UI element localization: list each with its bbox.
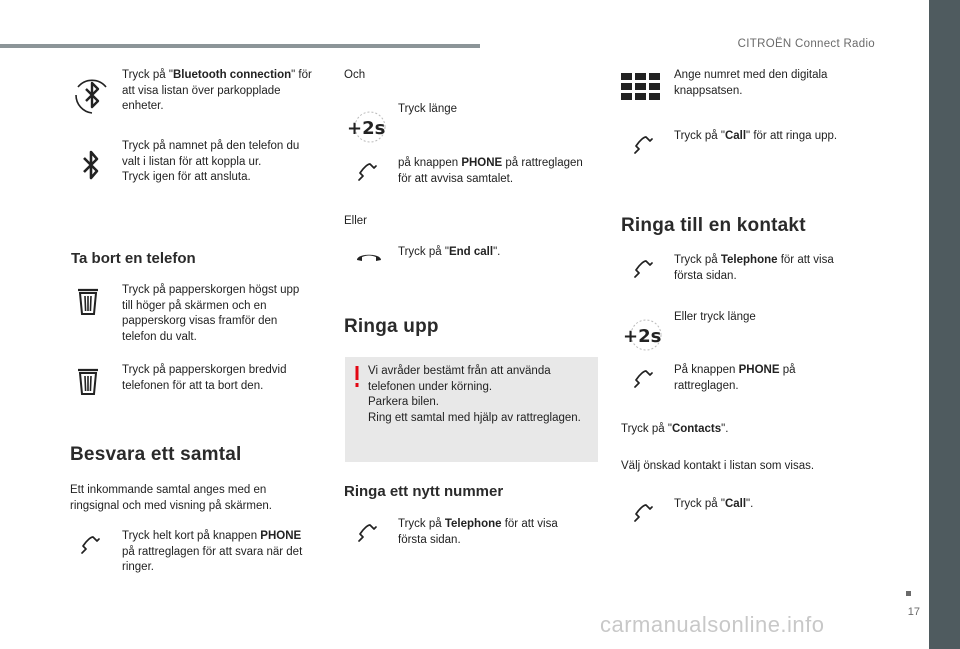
och-label: Och (344, 69, 366, 81)
call-heading: Ringa upp (344, 316, 439, 337)
continue-marker (906, 591, 911, 596)
or-long-press-text: Eller tryck länge (674, 311, 756, 323)
phone-handset-icon (631, 133, 655, 157)
hang-up-icon (355, 250, 383, 264)
page-number: 17 (907, 606, 920, 618)
warning-text: Vi avråder bestämt från att använda telefonen under körning. Parkera bilen. Ring ett samtal med hjälp av rattreglagen. (368, 365, 581, 424)
new-number-step: Tryck på Telephone för att visa första sidan. (398, 518, 558, 546)
contact-heading: Ringa till en kontakt (621, 215, 806, 236)
header-rule (0, 44, 480, 48)
exclamation-icon (353, 366, 361, 388)
choose-contact-text: Välj önskad kontakt i listan som visas. (621, 460, 815, 472)
keypad-step: Ange numret med den digitala knappsatsen. (674, 69, 828, 97)
remove-step-1: Tryck på papperskorgen högst upp till höger på skärmen och en papperskorg visas framför den telefon du valt. (122, 284, 300, 343)
answer-step: Tryck helt kort på knappen PHONE på rattreglagen för att svara när det ringer. (122, 530, 303, 573)
bluetooth-touch-icon (72, 73, 112, 117)
phone-handset-icon (631, 501, 655, 525)
svg-text:+2s: +2s (623, 326, 662, 347)
bluetooth-icon (80, 148, 102, 184)
bt-select-text: Tryck på namnet på den telefon du valt i listan för att koppla ur. Tryck igen för att ansluta. (122, 140, 300, 183)
reject-call-text: på knappen PHONE på rattreglagen för att avvisa samtalet. (398, 157, 583, 185)
trash-icon (76, 367, 100, 397)
phone-handset-icon (631, 367, 655, 391)
brand-title: CITROËN Connect Radio (737, 38, 875, 50)
contacts-step: Tryck på "Contacts". (621, 423, 729, 435)
bt-connection-text: Tryck på "Bluetooth connection" för att visa listan över parkopplade enheter. (122, 69, 312, 112)
phone-handset-icon (355, 521, 379, 545)
remove-step-2: Tryck på papperskorgen bredvid telefonen för att ta bort den. (122, 364, 287, 392)
long-press-text: Tryck länge (398, 103, 458, 115)
phone-handset-icon (631, 257, 655, 281)
phone-button-step: På knappen PHONE på rattreglagen. (674, 364, 796, 392)
new-number-heading: Ringa ett nytt nummer (344, 483, 504, 500)
page-edge-sidebar (929, 0, 960, 649)
plus-2s-long-press-icon (620, 318, 662, 352)
call-step: Tryck på "Call" för att ringa upp. (674, 130, 838, 142)
phone-handset-icon (355, 160, 379, 184)
answer-call-heading: Besvara ett samtal (70, 444, 242, 465)
keypad-icon (621, 73, 661, 101)
end-call-text: Tryck på "End call". (398, 246, 501, 258)
phone-handset-icon (78, 533, 102, 557)
telephone-step: Tryck på Telephone för att visa första sidan. (674, 254, 834, 282)
eller-label: Eller (344, 215, 368, 227)
plus-2s-long-press-icon (344, 110, 386, 144)
watermark: carmanualsonline.info (600, 612, 825, 637)
remove-phone-heading: Ta bort en telefon (71, 250, 196, 267)
trash-icon (76, 287, 100, 317)
answer-intro: Ett inkommande samtal anges med en ringsignal och med visning på skärmen. (70, 484, 272, 512)
svg-text:+2s: +2s (347, 118, 386, 139)
final-call-step: Tryck på "Call". (674, 498, 754, 510)
